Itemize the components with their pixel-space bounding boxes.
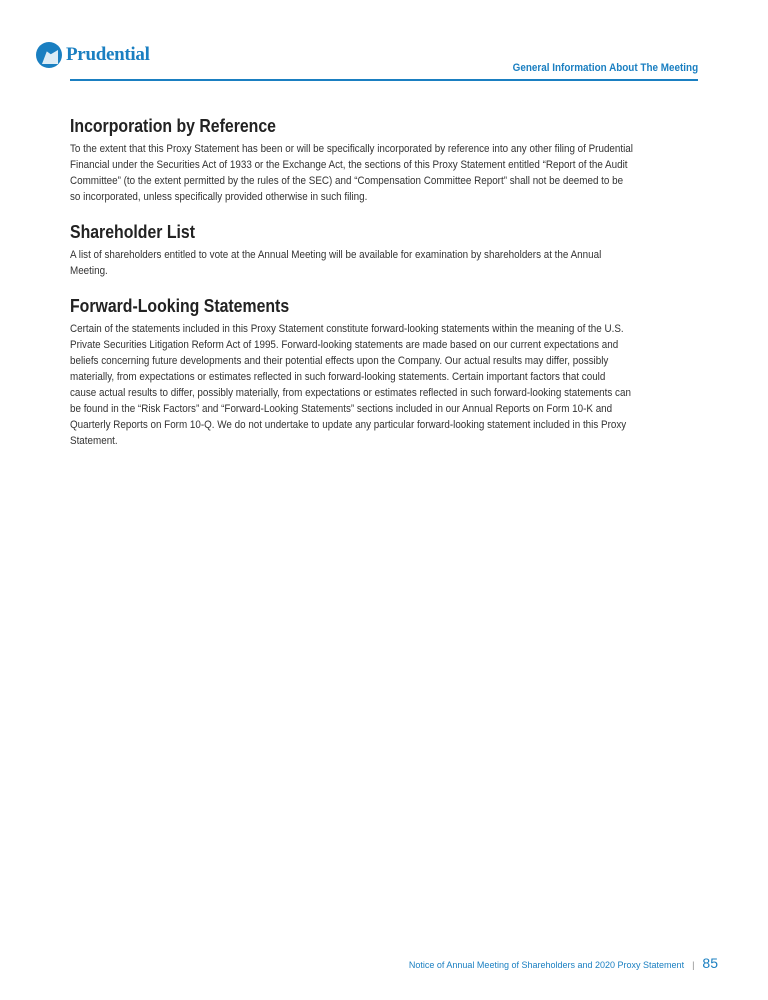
- page-footer: [409, 955, 718, 971]
- text-line: Financial under the Securities Act of 1933 or the Exchange Act, the sections of this Proxy Statement entitled “Report of the Audit: [70, 159, 628, 171]
- text-line: A list of shareholders entitled to vote at the Annual Meeting will be available for examination by shareholders at the Annual: [70, 249, 602, 261]
- text-line: so incorporated, unless specifically provided otherwise in such filing.: [70, 191, 368, 203]
- text-line: Meeting.: [70, 265, 108, 277]
- section-paragraph: [70, 247, 710, 279]
- section-heading: Incorporation by Reference: [70, 116, 276, 136]
- section-paragraph: [70, 321, 710, 449]
- running-header: General Information About The Meeting: [512, 62, 698, 74]
- main-content: [70, 116, 710, 466]
- section-incorporation-by-reference: [70, 116, 710, 205]
- text-line: Certain of the statements included in this Proxy Statement constitute forward-looking statements within the meaning of the U.S.: [70, 323, 624, 335]
- text-line: materially, from expectations or estimates reflected in such forward-looking statements. Certain important factors that could: [70, 371, 606, 383]
- text-line: be found in the “Risk Factors” and “Forward-Looking Statements” sections included in our Annual Reports on Form 10-K and: [70, 403, 613, 415]
- section-forward-looking-statements: [70, 296, 710, 449]
- section-heading: Shareholder List: [70, 222, 195, 242]
- text-line: To the extent that this Proxy Statement has been or will be specifically incorporated by reference into any other filing of Prudential: [70, 143, 633, 155]
- footer-title: Notice of Annual Meeting of Shareholders and 2020 Proxy Statement: [408, 960, 685, 970]
- logo-text: Prudential: [66, 44, 150, 65]
- section-shareholder-list: [70, 222, 710, 279]
- section-heading: Forward-Looking Statements: [70, 296, 290, 316]
- text-line: Committee” (to the extent permitted by the rules of the SEC) and “Compensation Committee Report” shall not be deemed to be: [70, 175, 624, 187]
- page-number: 85: [702, 955, 718, 971]
- section-paragraph: [70, 141, 710, 205]
- prudential-logo: [36, 42, 150, 68]
- text-line: cause actual results to differ, possibly materially, from expectations or estimates reflected in such forward-looking statements can: [70, 387, 631, 399]
- rock-logo-icon: [36, 42, 62, 68]
- text-line: Private Securities Litigation Reform Act of 1995. Forward-looking statements are made based on our current expectations and: [70, 339, 619, 351]
- footer-separator: |: [692, 960, 695, 970]
- text-line: beliefs concerning future developments and their potential effects upon the Company. Our actual results may differ, possibly: [70, 355, 609, 367]
- text-line: Quarterly Reports on Form 10-Q. We do not undertake to update any particular forward-looking statement included in this Proxy: [70, 419, 627, 431]
- header-divider: [70, 79, 698, 81]
- text-line: Statement.: [70, 435, 118, 447]
